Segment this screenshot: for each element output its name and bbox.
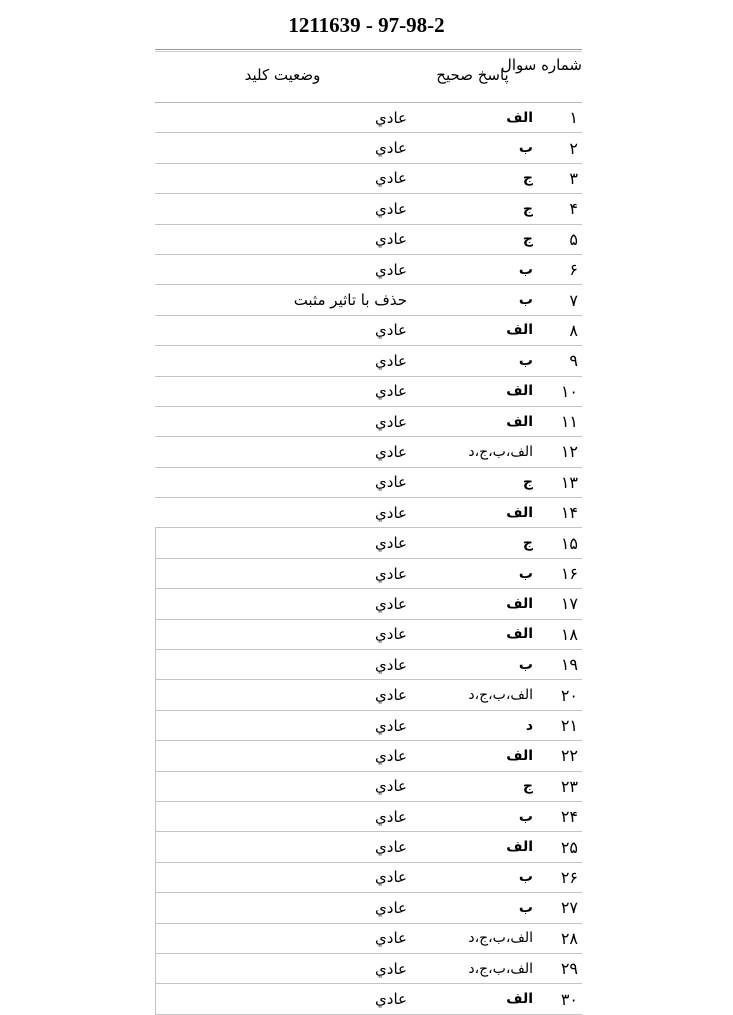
correct-answer-cell: ج xyxy=(522,535,533,552)
correct-answer-cell: الف xyxy=(506,413,533,430)
correct-answer-cell: ب xyxy=(518,656,533,673)
table-row xyxy=(155,832,582,862)
correct-answer-cell: الف xyxy=(506,747,533,764)
table-row xyxy=(155,559,582,589)
table-row xyxy=(155,802,582,832)
header-key-status: وضعيت کليد xyxy=(244,66,321,84)
page-title: 1211639 - 97-98-2 xyxy=(288,13,445,37)
key-status-cell: عادي xyxy=(375,807,407,826)
question-number-cell: ۲۶ xyxy=(560,867,578,887)
question-number-cell: ۲۰ xyxy=(560,685,578,705)
key-status-cell: عادي xyxy=(375,898,407,917)
question-number-cell: ۲ xyxy=(569,138,578,158)
table-row xyxy=(155,954,582,984)
question-number-cell: ۱۹ xyxy=(560,655,578,675)
table-row xyxy=(155,984,582,1014)
question-number-cell: ۱۶ xyxy=(560,564,578,584)
table-row xyxy=(155,711,582,741)
question-number-cell: ۲۳ xyxy=(560,776,578,796)
question-number-cell: ۱ xyxy=(569,108,578,128)
correct-answer-cell: الف،ب،ج،د xyxy=(468,930,533,947)
correct-answer-cell: ب xyxy=(518,808,533,825)
question-number-cell: ۷ xyxy=(569,290,578,310)
key-status-cell: عادي xyxy=(375,564,407,583)
correct-answer-cell: الف xyxy=(506,504,533,521)
answer-key-table xyxy=(155,49,582,1015)
key-status-cell: عادي xyxy=(375,716,407,735)
question-number-cell: ۹ xyxy=(569,351,578,371)
key-status-cell: عادي xyxy=(375,990,407,1009)
table-row xyxy=(155,225,582,255)
correct-answer-cell: ب xyxy=(518,292,533,309)
correct-answer-cell: ج xyxy=(522,474,533,491)
key-status-cell: عادي xyxy=(375,412,407,431)
question-number-cell: ۱۱ xyxy=(560,412,578,432)
question-number-cell: ۱۵ xyxy=(560,533,578,553)
correct-answer-cell: ج xyxy=(522,231,533,248)
question-number-cell: ۱۳ xyxy=(560,472,578,492)
table-row xyxy=(155,316,582,346)
question-number-cell: ۲۵ xyxy=(560,837,578,857)
correct-answer-cell: الف xyxy=(506,322,533,339)
table-row xyxy=(155,924,582,954)
correct-answer-cell: ب xyxy=(518,261,533,278)
correct-answer-cell: الف xyxy=(506,626,533,643)
table-row xyxy=(155,680,582,710)
table-row xyxy=(155,863,582,893)
table-row xyxy=(155,498,582,528)
table-row xyxy=(155,437,582,467)
question-number-cell: ۲۹ xyxy=(560,959,578,979)
key-status-cell: عادي xyxy=(375,503,407,522)
question-number-cell: ۲۸ xyxy=(560,928,578,948)
correct-answer-cell: الف xyxy=(506,991,533,1008)
table-row xyxy=(155,468,582,498)
question-number-cell: ۴ xyxy=(569,199,578,219)
correct-answer-cell: ج xyxy=(522,200,533,217)
table-row xyxy=(155,620,582,650)
table-row xyxy=(155,103,582,133)
table-body xyxy=(155,103,582,1015)
key-status-cell: عادي xyxy=(375,321,407,340)
key-status-cell: عادي xyxy=(375,473,407,492)
correct-answer-cell: الف xyxy=(506,109,533,126)
table-row xyxy=(155,893,582,923)
correct-answer-cell: الف،ب،ج،د xyxy=(468,687,533,704)
key-status-cell: عادي xyxy=(375,868,407,887)
key-status-cell: عادي xyxy=(375,442,407,461)
key-status-cell: عادي xyxy=(375,108,407,127)
correct-answer-cell: الف،ب،ج،د xyxy=(468,443,533,460)
question-number-cell: ۳۰ xyxy=(560,989,578,1009)
correct-answer-cell: ب xyxy=(518,899,533,916)
key-status-cell: عادي xyxy=(375,777,407,796)
question-number-cell: ۲۷ xyxy=(560,898,578,918)
table-row xyxy=(155,772,582,802)
key-status-cell: عادي xyxy=(375,169,407,188)
question-number-cell: ۱۷ xyxy=(560,594,578,614)
table-row xyxy=(155,194,582,224)
correct-answer-cell: ب xyxy=(518,869,533,886)
question-number-cell: ۳ xyxy=(569,168,578,188)
key-status-cell: حذف با تاثير مثبت xyxy=(293,291,407,310)
correct-answer-cell: ج xyxy=(522,170,533,187)
key-status-cell: عادي xyxy=(375,139,407,158)
key-status-cell: عادي xyxy=(375,260,407,279)
question-number-cell: ۸ xyxy=(569,320,578,340)
table-row xyxy=(155,377,582,407)
table-row xyxy=(155,589,582,619)
question-number-cell: ۲۴ xyxy=(560,807,578,827)
key-status-cell: عادي xyxy=(375,230,407,249)
key-status-cell: عادي xyxy=(375,929,407,948)
correct-answer-cell: الف xyxy=(506,383,533,400)
question-number-cell: ۱۸ xyxy=(560,624,578,644)
question-number-cell: ۱۰ xyxy=(560,381,578,401)
question-number-cell: ۱۴ xyxy=(560,503,578,523)
table-row xyxy=(155,650,582,680)
question-number-cell: ۵ xyxy=(569,229,578,249)
question-number-cell: ۲۱ xyxy=(560,716,578,735)
correct-answer-cell: الف xyxy=(506,595,533,612)
key-status-cell: عادي xyxy=(375,199,407,218)
key-status-cell: عادي xyxy=(375,594,407,613)
key-status-cell: عادي xyxy=(375,351,407,370)
header-correct-answer: پاسخ صحيح xyxy=(436,66,509,84)
table-row xyxy=(155,741,582,771)
table-row xyxy=(155,164,582,194)
correct-answer-cell: ب xyxy=(518,140,533,157)
correct-answer-cell: ج xyxy=(522,778,533,795)
table-row xyxy=(155,528,582,558)
question-number-cell: ۲۲ xyxy=(560,746,578,766)
key-status-cell: عادي xyxy=(375,746,407,765)
key-status-cell: عادي xyxy=(375,625,407,644)
correct-answer-cell: د xyxy=(525,717,533,734)
header-question-number: شماره سوال xyxy=(500,56,582,74)
key-status-cell: عادي xyxy=(375,382,407,401)
key-status-cell: عادي xyxy=(375,534,407,553)
question-number-cell: ۱۲ xyxy=(560,442,578,462)
key-status-cell: عادي xyxy=(375,959,407,978)
correct-answer-cell: ب xyxy=(518,352,533,369)
table-row xyxy=(155,285,582,315)
table-row xyxy=(155,133,582,163)
table-header xyxy=(155,52,582,103)
key-status-cell: عادي xyxy=(375,838,407,857)
table-row xyxy=(155,255,582,285)
question-number-cell: ۶ xyxy=(569,260,578,280)
correct-answer-cell: الف xyxy=(506,839,533,856)
key-status-cell: عادي xyxy=(375,655,407,674)
table-row xyxy=(155,346,582,376)
table-row xyxy=(155,407,582,437)
correct-answer-cell: ب xyxy=(518,565,533,582)
correct-answer-cell: الف،ب،ج،د xyxy=(468,960,533,977)
key-status-cell: عادي xyxy=(375,686,407,705)
